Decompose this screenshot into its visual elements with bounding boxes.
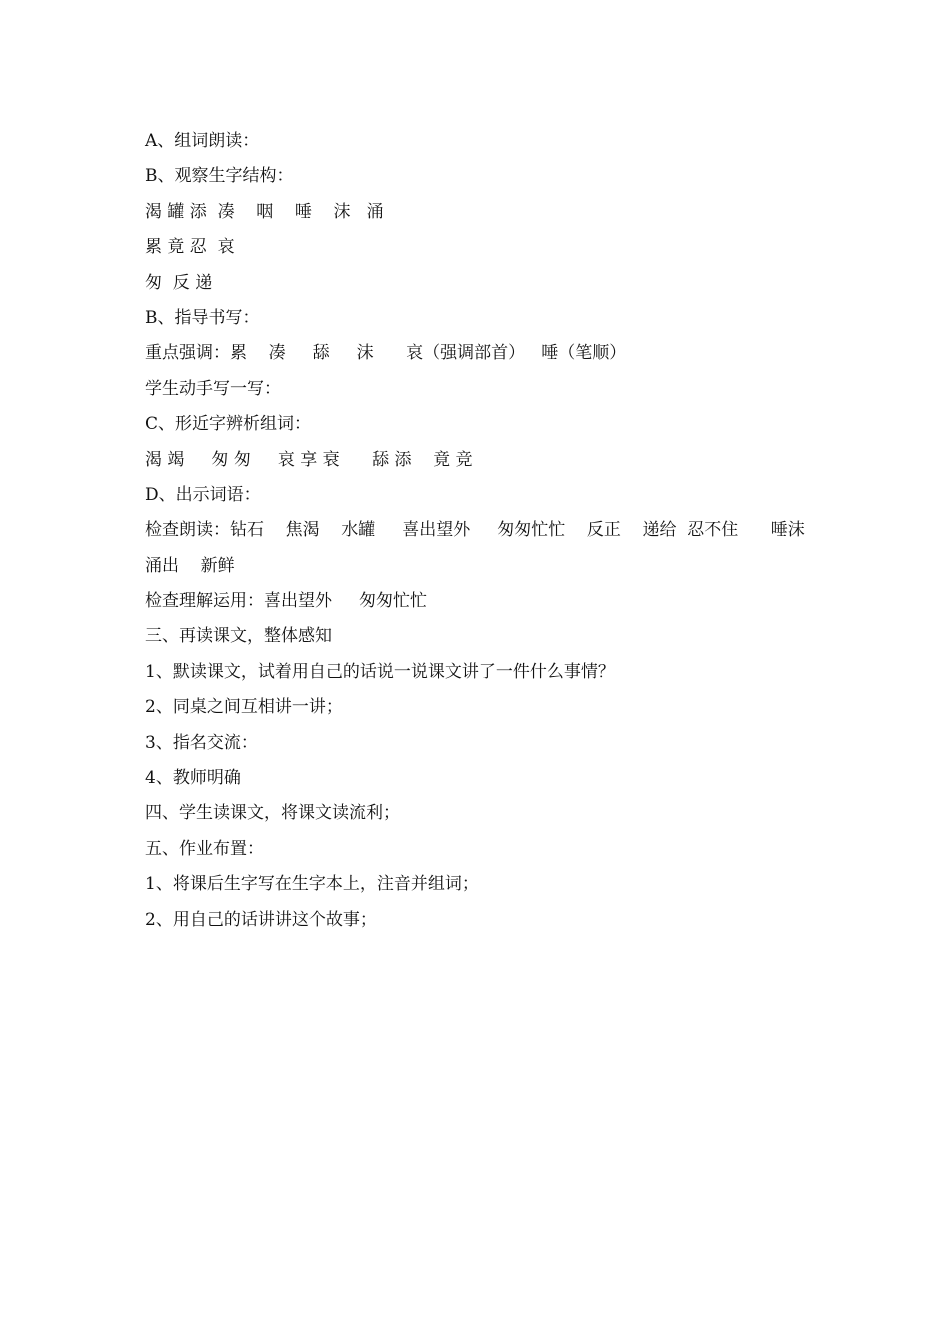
character-row: 累 竟 忍 哀 bbox=[145, 237, 235, 258]
writing-guidance-heading: B、指导书写： bbox=[145, 307, 260, 328]
step-three: 3、指名交流： bbox=[145, 732, 258, 753]
step-one: 1、默读课文，试着用自己的话说一说课文讲了一件什么事情？ bbox=[145, 661, 615, 682]
section-b-heading: B、观察生字结构： bbox=[145, 166, 294, 187]
homework-item-one: 1、将课后生字写在生字本上，注音并组词； bbox=[145, 874, 479, 895]
homework-item-two: 2、用自己的话讲讲这个故事； bbox=[145, 909, 377, 930]
usage-check-line: 检查理解运用：喜出望外 匆匆忙忙 bbox=[145, 591, 428, 612]
character-row: 渴 罐 添 凑 咽 唾 沫 涌 bbox=[145, 201, 384, 222]
section-five-heading: 五、作业布置： bbox=[145, 838, 264, 859]
character-row: 匆 反 递 bbox=[145, 272, 213, 293]
section-four-heading: 四、学生读课文，将课文读流利； bbox=[145, 803, 400, 824]
reading-check-continued: 涌出 新鲜 bbox=[145, 555, 235, 576]
section-d-heading: D、出示词语： bbox=[145, 484, 261, 505]
reading-check-line: 检查朗读：钻石 焦渴 水罐 喜出望外 匆匆忙忙 反正 递给 忍不住 唾沫 bbox=[145, 520, 805, 541]
section-three-heading: 三、再读课文，整体感知 bbox=[145, 626, 332, 647]
step-two: 2、同桌之间互相讲一讲； bbox=[145, 697, 343, 718]
section-c-heading: C、形近字辨析组词： bbox=[145, 414, 312, 435]
emphasis-line: 重点强调：累 凑 舔 沫 哀（强调部首） 唾（笔顺） bbox=[145, 343, 627, 364]
section-a-heading: A、组词朗读： bbox=[145, 131, 260, 151]
similar-characters-row: 渴 竭 匆 匆 哀 享 衰 舔 添 竟 竞 bbox=[145, 449, 473, 470]
student-practice-line: 学生动手写一写： bbox=[145, 378, 281, 399]
step-four: 4、教师明确 bbox=[145, 768, 241, 789]
document-body bbox=[145, 124, 825, 938]
